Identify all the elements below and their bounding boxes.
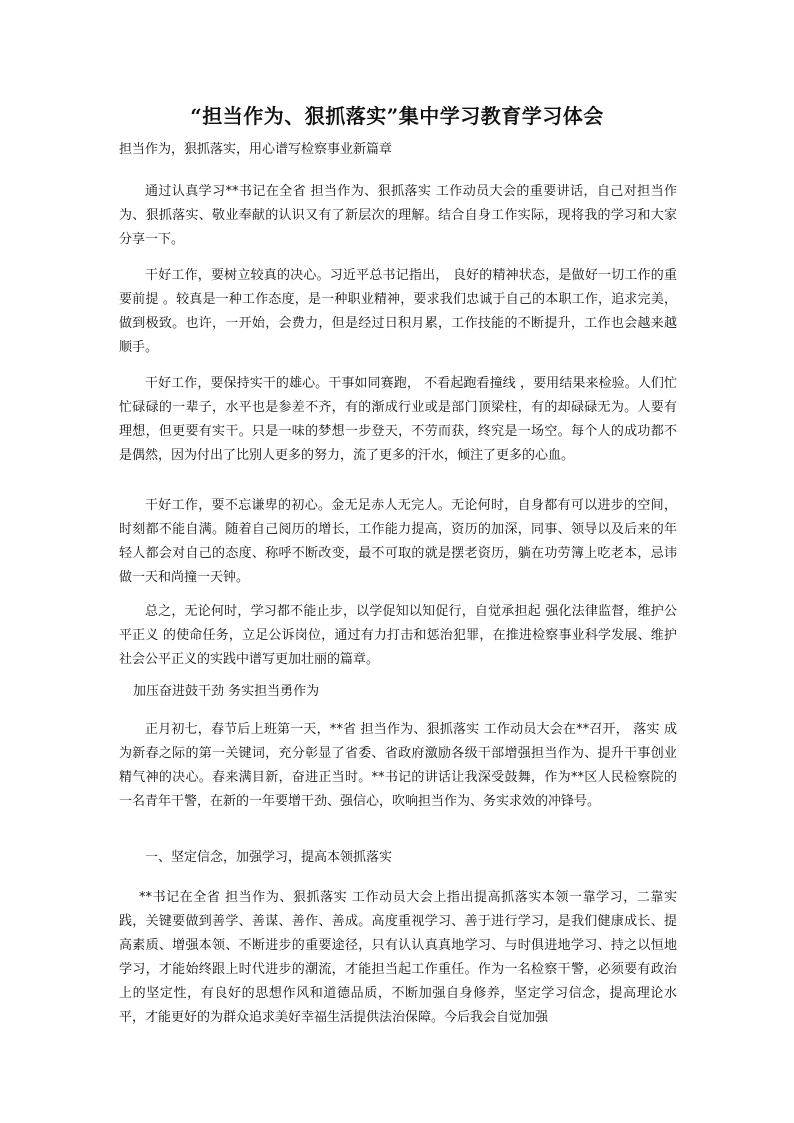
paragraph-4: 干好工作，要不忘谦卑的初心。金无足赤人无完人。无论何时，自身都有可以进步的空间，时刻都不能自满。随着自己阅历的增长，工作能力提高，资历的加深，同事、领导以及后来的年轻人都会对自己的态度、称呼不断改变，最不可取的就是摆老资历，躺在功劳簿上吃老本，忌讳做一天和尚撞一天钟。 (119, 498, 677, 585)
document-title: “担当作为、狠抓落实”集中学习教育学习体会 (190, 104, 604, 128)
paragraph-7: **书记在全省 担当作为、狠抓落实 工作动员大会上指出提高抓落实本领一靠学习，二靠实践，关键要做到善学、善谋、善作、善成。高度重视学习、善于进行学习，是我们健康成长、提高素质、增强本领、不断进步的重要途径，只有认认真真地学习、与时俱进地学习、持之以恒地学习，才能始终跟上时代进步的潮流，才能担当起工作重任。作为一名检察干警，必须要有政治上的坚定性，有良好的思想作风和道德品质，不断加强自身修养，坚定学习信念，提高理论水平，才能更好的为群众追求美好幸福生活提供法治保障。今后我会自觉加强 (119, 890, 677, 1025)
section-heading-2: 一、坚定信念，加强学习，提高本领抓落实 (145, 850, 393, 865)
paragraph-5: 总之，无论何时，学习都不能止步，以学促知以知促行，自觉承担起 强化法律监督，维护公平正义 的使命任务，立足公诉岗位，通过有力打击和惩治犯罪，在推进检察事业科学发展、维护社会公平正义的实践中谱写更加壮丽的篇章。 (119, 604, 677, 667)
paragraph-3: 干好工作，要保持实干的雄心。干事如同赛跑， 不看起跑看撞线 ，要用结果来检验。人们忙忙碌碌的一辈子，水平也是参差不齐，有的渐成行业或是部门顶梁柱，有的却碌碌无为。人要有理想，但更要有实干。只是一味的梦想一步登天，不劳而获，终究是一场空。每个人的成功都不是偶然，因为付出了比别人更多的努力，流了更多的汗水，倾注了更多的心血。 (119, 376, 677, 463)
paragraph-6: 正月初七，春节后上班第一天，**省 担当作为、狠抓落实 工作动员大会在**召开， 落实 成为新春之际的第一关键词，充分彰显了省委、省政府激励各级干部增强担当作为、提升干事创业精气神的决心。春来满目新，奋进正当时。**书记的讲话让我深受鼓舞，作为**区人民检察院的一名青年干警，在新的一年要增干劲、强信心，吹响担当作为、务实求效的冲锋号。 (119, 722, 677, 809)
paragraph-1: 通过认真学习**书记在全省 担当作为、狠抓落实 工作动员大会的重要讲话，自己对担当作为、狠抓落实、敬业奉献的认识又有了新层次的理解。结合自身工作实际，现将我的学习和大家分享一下。 (119, 184, 677, 247)
section-heading-1: 加压奋进鼓干劲 务实担当勇作为 (133, 684, 320, 699)
document-subtitle: 担当作为，狠抓落实，用心谱写检察事业新篇章 (119, 142, 393, 157)
paragraph-2: 干好工作，要树立较真的决心。习近平总书记指出， 良好的精神状态，是做好一切工作的重要前提 。较真是一种工作态度，是一种职业精神，要求我们忠诚于自己的本职工作，追求完美，做到极致。也许，一开始，会费力，但是经过日积月累，工作技能的不断提升，工作也会越来越顺手。 (119, 268, 677, 355)
